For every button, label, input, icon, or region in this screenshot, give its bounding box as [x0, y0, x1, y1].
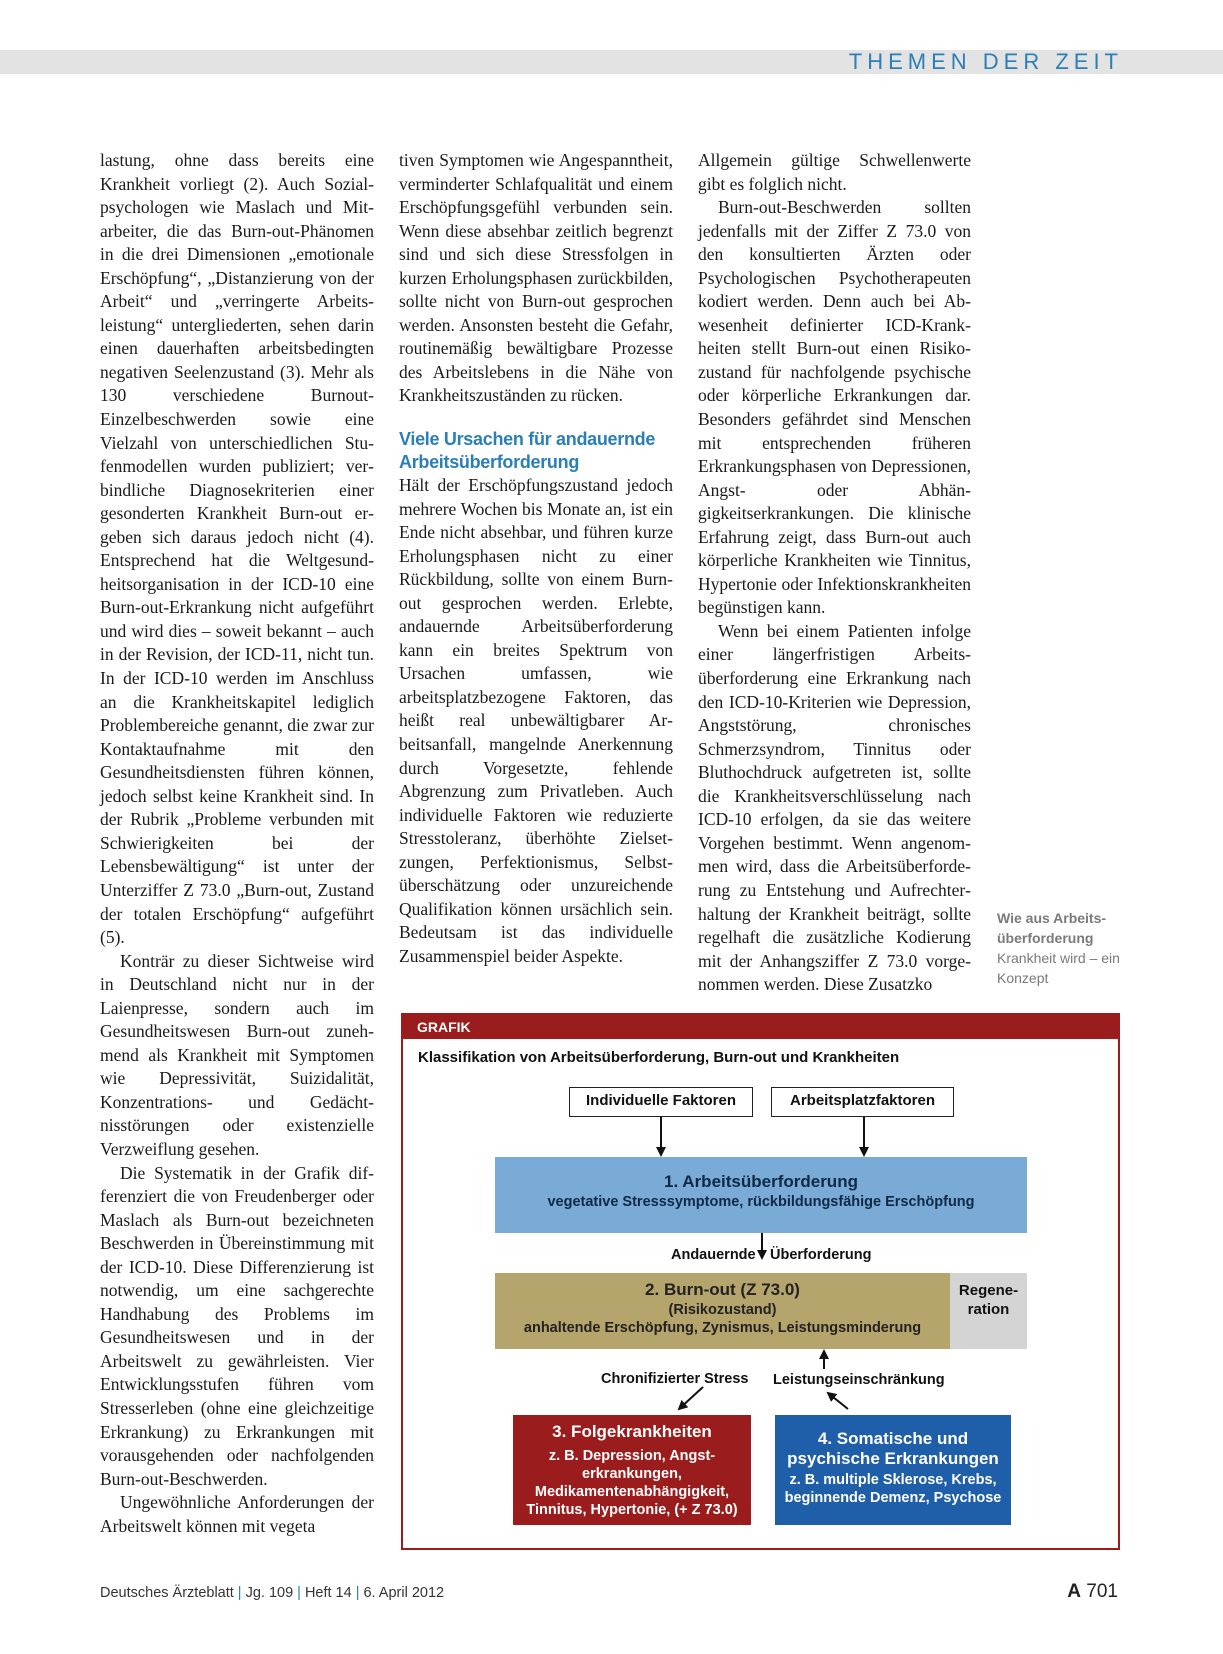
footer-citation: Deutsches Ärzteblatt | Jg. 109 | Heft 14 | 6. April 2012	[100, 1585, 445, 1601]
level3-subtitle: z. B. Depression, Angst- erkrankungen, Medikamentenabhängigkeit, Tinnitus, Hypertonie, (+ Z 73.0)	[526, 1448, 738, 1518]
workplace-factors-box: Arbeitsplatzfaktoren	[771, 1087, 954, 1117]
figure-title: Klassifikation von Arbeitsüberforderung, Burn-out und Krankheiten	[418, 1049, 900, 1066]
level2-box	[495, 1273, 950, 1349]
level2-subtitle-1: (Risikozustand)	[668, 1302, 777, 1318]
level1-subtitle: vegetative Stresssymptome, rückbildungsfähige Erschöpfung	[547, 1194, 975, 1210]
text-column-3	[698, 149, 971, 997]
level3-title: 3. Folgekrankheiten	[552, 1422, 712, 1441]
paragraph: Wenn bei einem Patienten infolge einer längerfristigen Arbeitsüberforderung eine Erkrankung nach den ICD-10-Kriterien wie Depression, Angststörung, chronisches Schmerzsyndrom, Tinnitus oder Bluthochdruck aufgetreten ist, sollte die Krankheitsverschlüsselung nach ICD-10 erfolgen, da sie das weitere Vorgehen bestimmt. Wenn angenommen wird, dass die Arbeitsüberforderung zu Entstehung und Aufrechterhaltung der Krankheit beiträgt, sollte regelhaft die zusätzliche Kodierung mit der Anhangsziffer Z 73.0 vorgenommen werden. Diese Zusatzko	[698, 620, 971, 995]
paragraph: Ungewöhnliche Anforderungen der Arbeitswelt können mit vegeta	[100, 1492, 374, 1536]
arrow-label-ueberforderung: Überforderung	[770, 1247, 872, 1263]
subheading: Viele Ursachen für andauernde Arbeitsüberforderung	[399, 429, 656, 473]
journal-volume: Jg. 109	[245, 1585, 294, 1601]
arrow-chronic	[679, 1387, 703, 1409]
paragraph: Allgemein gültige Schwellenwerte gibt es folglich nicht.	[698, 150, 971, 194]
side-caption	[997, 908, 1127, 988]
paragraph: lastung, ohne dass bereits eine Krankheit vorliegt (2). Auch Sozialpsychologen wie Maslach und Mitarbeiter, die das Burn-out-Phänomen in die drei Dimensionen „emotionale Erschöpfung“, „Distanzierung von der Arbeit“ und „verringerte Arbeitsleistung“ untergliederten, sehen darin einen dauerhaften arbeitsbedingten negativen Seelenzustand (3). Mehr als 130 verschiedene Burnout-Einzelbeschwerden sowie eine Vielzahl von unterschiedlichen Stufenmodellen wurden publiziert; verbindliche Diagnosekriterien einer gesonderten Krankheit Burn-out ergeben sich daraus jedoch nicht (4). Entsprechend hat die Weltgesundheitsorganisation in der ICD-10 eine Burn-out-Erkrankung nicht aufgeführt und wird dies – soweit bekannt – auch in der Revision, der ICD-11, nicht tun. In der ICD-10 werden im Anschluss an die Krankheitskapitel lediglich Problembereiche genannt, die zwar zur Kontaktaufnahme mit den Gesundheitsdiensten führen können, jedoch selbst keine Krankheit sind. In der Rubrik „Probleme verbunden mit Schwierigkeiten bei der Lebensbewältigung“ ist unter der Unterziffer Z 73.0 „Burn-out, Zustand der totalen Erschöpfung“ aufgeführt (5).	[100, 150, 374, 948]
level4-title: 4. Somatische und psychische Erkrankungen	[787, 1429, 999, 1468]
figure-box	[401, 1013, 1120, 1550]
paragraph: Die Systematik in der Grafik differenziert die von Freudenberger oder Maslach als Burn-out bezeichneten Beschwerden in Übereinstimmung mit der ICD-10. Diese Differenzierung ist notwendig, um eine sachgerechte Handhabung des Problems im Gesundheitswesen und in der Arbeitswelt zu gewährleisten. Vier Entwicklungsstufen führen vom Stresserleben (ohne eine gleichzeitige Erkrankung) zu Erkrankungen mit vorausgehenden oder nachfolgenden Burn-out-Beschwerden.	[100, 1162, 374, 1489]
journal-date: 6. April 2012	[363, 1585, 445, 1601]
page-prefix: A	[1067, 1581, 1082, 1602]
side-caption-bold: Wie aus Arbeitsüberforderung	[997, 910, 1107, 946]
label-performance-limitation: Leistungseinschränkung	[773, 1372, 945, 1388]
level4-subtitle: z. B. multiple Sklerose, Krebs, beginnende Demenz, Psychose	[784, 1472, 1002, 1506]
journal-name: Deutsches Ärzteblatt	[100, 1585, 234, 1601]
text-column-2	[399, 149, 673, 969]
journal-issue: Heft 14	[304, 1585, 352, 1601]
paragraph: Burn-out-Beschwerden sollten jedenfalls mit der Ziffer Z 73.0 von den konsultierten Ärzten oder Psychologischen Psychotherapeuten kodiert werden. Denn auch bei Abwesenheit definierter ICD-Krankheiten stellt Burn-out einen Risikozustand für nachfolgende psychische oder körperliche Erkrankungen dar. Besonders gefährdet sind Menschen mit entsprechenden früheren Erkrankungsphasen von Depressionen, Angst- oder Abhängigkeitserkrankungen. Die klinische Erfahrung zeigt, dass Burn-out auch körperliche Krankheiten wie Tinnitus, Hypertonie oder Infektionskrankheiten begünstigen kann.	[698, 197, 971, 618]
level4-box	[775, 1415, 1011, 1525]
label-chronic-stress: Chronifizierter Stress	[601, 1371, 749, 1387]
arrow-limitation-in	[828, 1393, 848, 1409]
level2-subtitle-2: anhaltende Erschöpfung, Zynismus, Leistungsminderung	[523, 1320, 922, 1336]
paragraph: Hält der Erschöpfungszustand jedoch mehrere Wochen bis Monate an, ist ein Ende nicht absehbar, und führen kurze Erholungsphasen nicht zu einer Rückbildung, sollte von einem Burn-out gesprochen werden. Erlebte, andauernde Arbeitsüberforderung kann ein breites Spektrum von Ursachen umfassen, wie arbeitsplatzbezogene Faktoren, das heißt real unbewältigbarer Arbeitsanfall, mangelnde Anerkennung durch Vorgesetzte, fehlende Abgrenzung zum Privatleben. Auch individuelle Faktoren wie reduzierte Stresstoleranz, überhöhte Zielsetzungen, Perfektionismus, Selbstüberschätzung oder unzureichende Qualifikation können ursächlich sein. Bedeutsam ist das individuelle Zusammenspiel beider Aspekte.	[399, 475, 673, 966]
regeneration-box: Regene-ration	[950, 1273, 1027, 1349]
arrow-label-andauernde: Andauernde	[671, 1247, 756, 1263]
page-value: 701	[1086, 1581, 1118, 1602]
paragraph: Konträr zu dieser Sichtweise wird in Deutschland nicht nur in der Laienpresse, sondern auch im Gesundheitswesen Burn-out zunehmend als Krankheit mit Symptomen wie Depressivität, Suizidalität, Konzentrations- und Gedächtnisstörungen oder existenzielle Verzweiflung gesehen.	[100, 950, 374, 1159]
page-number	[1067, 1581, 1118, 1603]
level1-box	[495, 1157, 1027, 1233]
level2-title: 2. Burn-out (Z 73.0)	[645, 1280, 800, 1299]
figure-label: GRAFIK	[403, 1015, 1118, 1039]
section-title: THEMEN DER ZEIT	[848, 49, 1123, 74]
paragraph: tiven Symptomen wie Angespanntheit, verminderter Schlafqualität und einem Erschöpfungsgefühl verbunden sein. Wenn diese absehbar zeitlich begrenzt sind und sich diese Stressfolgen in kurzen Erholungsphasen zurückbilden, sollte nicht von Burn-out gesprochen werden. Ansonsten besteht die Gefahr, routinemäßig bewältigbare Prozesse des Arbeitslebens in die Nähe von Krankheitszuständen zu rücken.	[399, 150, 673, 406]
individual-factors-box: Individuelle Faktoren	[569, 1087, 753, 1117]
level1-title: 1. Arbeitsüberforderung	[664, 1172, 858, 1191]
text-column-1	[100, 149, 374, 1538]
level3-box	[513, 1415, 751, 1525]
side-caption-text: Krankheit wird – ein Konzept	[997, 950, 1120, 986]
